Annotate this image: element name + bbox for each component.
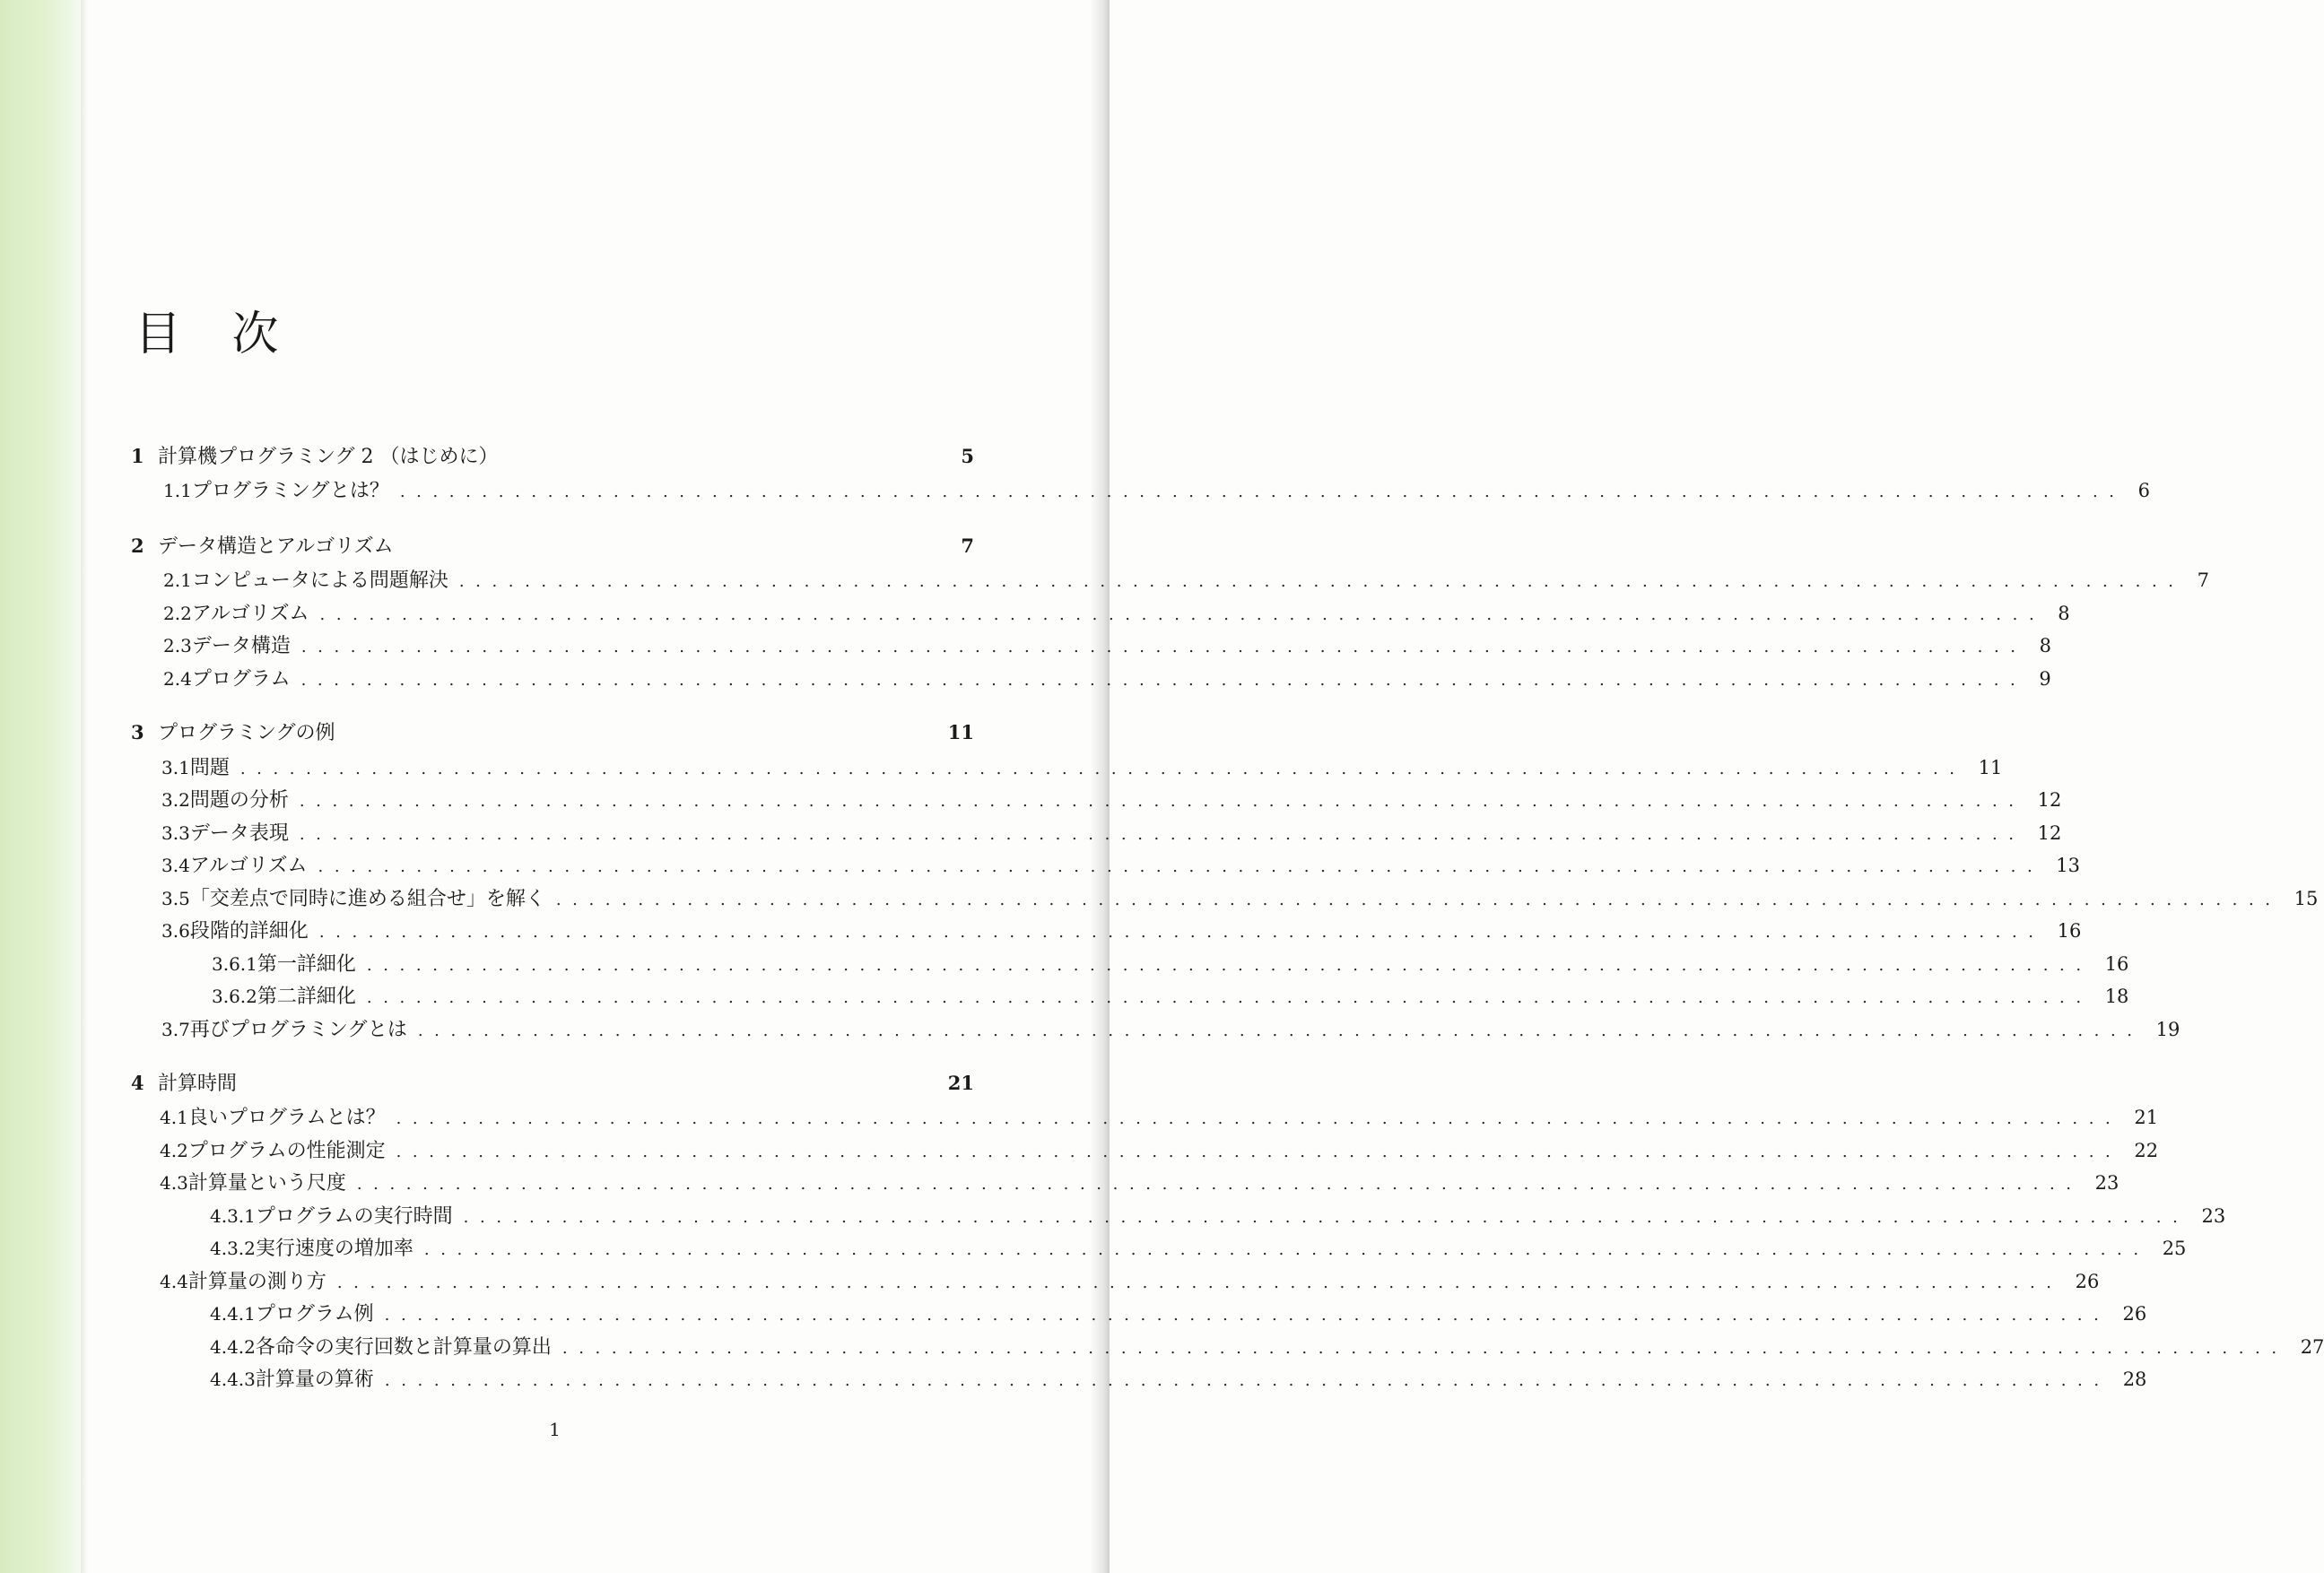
- dot-leader: .........................................................................................................: [396, 1143, 2122, 1161]
- toc-page: 7: [2197, 569, 2209, 591]
- dot-leader: .........................................................................................................: [458, 572, 2185, 591]
- toc-page: 15: [2294, 888, 2319, 909]
- toc-page: 19: [2155, 1019, 2180, 1040]
- toc-chapter-4[interactable]: [131, 1068, 974, 1097]
- toc-title: データ表現: [189, 822, 289, 845]
- dot-leader: .........................................................................................................: [336, 1273, 2063, 1292]
- toc-page: 28: [2122, 1369, 2147, 1390]
- dot-leader: .........................................................................................................: [396, 1109, 2122, 1128]
- toc-section-3-1[interactable]: [161, 752, 2003, 781]
- toc-title: 第一詳細化: [257, 953, 356, 976]
- toc-number: 2.2: [163, 603, 192, 624]
- toc-title: プログラムの性能測定: [187, 1140, 386, 1162]
- toc-number: 3.2: [161, 789, 190, 811]
- toc-section-3-4[interactable]: [161, 850, 2081, 879]
- toc-chapter-1[interactable]: [131, 441, 974, 470]
- toc-subsection-4-4-2[interactable]: [210, 1332, 2324, 1360]
- toc-page: 23: [2201, 1205, 2226, 1227]
- dot-leader: .........................................................................................................: [366, 988, 2093, 1007]
- dot-leader: .........................................................................................................: [300, 638, 2027, 656]
- toc-page: 21: [947, 1072, 974, 1094]
- toc-page: 26: [2075, 1271, 2100, 1292]
- dot-leader: .........................................................................................................: [318, 857, 2044, 876]
- toc-page: 11: [947, 721, 974, 743]
- toc-page: 8: [2058, 603, 2070, 624]
- toc-title: データ構造: [191, 635, 291, 657]
- footer-page-number: 1: [549, 1419, 561, 1440]
- dot-leader: .........................................................................................................: [463, 1208, 2189, 1227]
- dot-leader: .........................................................................................................: [299, 792, 2025, 811]
- toc-page: 7: [961, 534, 974, 557]
- dot-leader: .........................................................................................................: [423, 1240, 2150, 1259]
- toc-title: 問題: [189, 757, 230, 779]
- toc-subsection-4-3-1[interactable]: [210, 1201, 2226, 1230]
- toc-number: 3: [131, 721, 144, 743]
- toc-title: 各命令の実行回数と計算量の算出: [255, 1336, 552, 1359]
- toc-title: 計算時間: [158, 1073, 238, 1095]
- toc-number: 3.6.1: [212, 953, 257, 975]
- toc-section-4-4[interactable]: [160, 1266, 2100, 1295]
- toc-section-3-6[interactable]: [161, 916, 2082, 944]
- toc-section-1-1[interactable]: [163, 475, 2150, 504]
- toc-number: 4.1: [160, 1107, 188, 1128]
- toc-page: 16: [2057, 920, 2082, 942]
- dot-leader: .........................................................................................................: [561, 1339, 2288, 1358]
- toc-number: 2.3: [163, 635, 192, 656]
- toc-number: 3.6.2: [212, 986, 257, 1007]
- toc-page: 21: [2134, 1107, 2159, 1128]
- toc-title: プログラミングの例: [158, 722, 335, 744]
- toc-page: 25: [2162, 1238, 2187, 1259]
- toc-page: 6: [2137, 480, 2150, 501]
- toc-title: 計算機プログラミング 2 （はじめに）: [158, 446, 499, 468]
- toc-number: 4: [131, 1072, 144, 1094]
- toc-page: 18: [2104, 986, 2129, 1007]
- toc-title: 「交差点で同時に進める組合せ」を解く: [189, 888, 545, 910]
- toc-title: プログラム: [191, 668, 291, 691]
- dot-leader: .........................................................................................................: [319, 605, 2046, 624]
- toc-number: 4.4.3: [210, 1369, 256, 1390]
- toc-subsection-4-3-2[interactable]: [210, 1233, 2187, 1262]
- toc-number: 3.6: [161, 920, 190, 942]
- toc-number: 1: [131, 445, 144, 467]
- dot-leader: .........................................................................................................: [555, 891, 2282, 909]
- toc-title: プログラミングとは？: [191, 480, 389, 502]
- toc-number: 2.4: [163, 668, 192, 690]
- toc-page: 23: [2094, 1172, 2119, 1194]
- toc-number: 3.5: [161, 888, 190, 909]
- toc-section-3-5[interactable]: [161, 883, 2319, 912]
- toc-title: 計算量という尺度: [187, 1172, 346, 1195]
- toc-number: 2: [131, 534, 144, 557]
- toc-title: アルゴリズム: [191, 603, 309, 625]
- dot-leader: .........................................................................................................: [384, 1371, 2111, 1390]
- toc-number: 4.2: [160, 1140, 188, 1161]
- toc-section-2-1[interactable]: [163, 565, 2209, 594]
- toc-section-4-3[interactable]: [160, 1168, 2119, 1196]
- toc-chapter-2[interactable]: [131, 531, 974, 560]
- dot-leader: .........................................................................................................: [356, 1175, 2083, 1194]
- toc-chapter-3[interactable]: [131, 717, 974, 746]
- toc-page: 26: [2122, 1303, 2147, 1325]
- toc-title: 実行速度の増加率: [255, 1238, 413, 1260]
- toc-number: 4.4.2: [210, 1336, 256, 1358]
- toc-title: 計算量の算術: [255, 1369, 374, 1391]
- toc-title: アルゴリズム: [189, 855, 308, 877]
- page-title: 目 次: [135, 307, 297, 361]
- toc-page: 11: [1978, 757, 2003, 778]
- toc-page: 12: [2037, 822, 2062, 844]
- dot-leader: .........................................................................................................: [399, 482, 2126, 501]
- toc-subsection-3-6-1[interactable]: [212, 949, 2129, 978]
- dot-leader: .........................................................................................................: [239, 760, 1966, 778]
- toc-page: 27: [2300, 1336, 2324, 1358]
- toc-number: 4.3.1: [210, 1205, 256, 1227]
- toc-subsection-3-6-2[interactable]: [212, 981, 2129, 1010]
- toc-page: 12: [2037, 789, 2062, 811]
- dot-leader: .........................................................................................................: [417, 1021, 2144, 1040]
- toc-page: 22: [2134, 1140, 2159, 1161]
- toc-title: 段階的詳細化: [189, 920, 309, 943]
- toc-title: 問題の分析: [189, 789, 289, 812]
- dot-leader: .........................................................................................................: [318, 923, 2045, 942]
- toc-title: 計算量の測り方: [187, 1271, 326, 1293]
- toc-title: 良いプログラムとは？: [187, 1107, 386, 1129]
- toc-title: 再びプログラミングとは: [189, 1019, 407, 1041]
- toc-section-3-2[interactable]: [161, 785, 2062, 813]
- toc-section-2-2[interactable]: [163, 598, 2070, 627]
- dot-leader: .........................................................................................................: [300, 671, 2027, 690]
- toc-number: 4.4: [160, 1271, 188, 1292]
- dot-leader: .........................................................................................................: [366, 956, 2093, 975]
- toc-number: 3.3: [161, 822, 190, 844]
- toc-page: 13: [2056, 855, 2081, 876]
- toc-title: プログラム例: [255, 1303, 374, 1325]
- toc-section-4-1[interactable]: [160, 1102, 2159, 1131]
- toc-number: 4.3.2: [210, 1238, 256, 1259]
- toc-subsection-4-4-3[interactable]: [210, 1364, 2147, 1393]
- toc-number: 3.7: [161, 1019, 190, 1040]
- toc-number: 3.4: [161, 855, 190, 876]
- toc-title: 第二詳細化: [257, 986, 356, 1008]
- toc-number: 3.1: [161, 757, 190, 778]
- toc-number: 1.1: [163, 480, 192, 501]
- toc-section-3-3[interactable]: [161, 818, 2062, 847]
- dot-leader: .........................................................................................................: [384, 1306, 2111, 1325]
- toc-section-2-4[interactable]: [163, 664, 2051, 692]
- dot-leader: .........................................................................................................: [299, 825, 2025, 844]
- toc-subsection-4-4-1[interactable]: [210, 1299, 2147, 1327]
- toc-title: コンピュータによる問題解決: [191, 569, 448, 592]
- toc-title: プログラムの実行時間: [255, 1205, 453, 1228]
- toc-title: データ構造とアルゴリズム: [158, 535, 394, 558]
- toc-number: 4.3: [160, 1172, 188, 1194]
- toc-page: 9: [2039, 668, 2051, 690]
- toc-page: 16: [2104, 953, 2129, 975]
- toc-page: 8: [2039, 635, 2051, 656]
- toc-section-2-3[interactable]: [163, 630, 2051, 659]
- toc-number: 4.4.1: [210, 1303, 256, 1325]
- toc-number: 2.1: [163, 569, 192, 591]
- toc-page: 5: [961, 445, 974, 467]
- toc-section-4-2[interactable]: [160, 1135, 2159, 1164]
- toc-section-3-7[interactable]: [161, 1014, 2180, 1043]
